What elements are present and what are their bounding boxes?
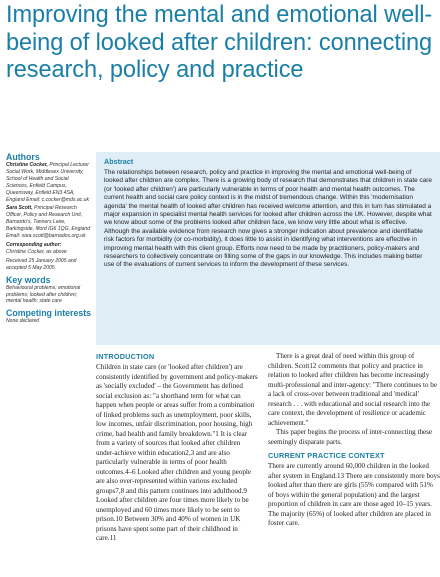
author-2-name: Sara Scott, [6,205,33,212]
article-title: Improving the mental and emotional well-being of looked after children: connecting research, policy and practice [6,2,433,83]
abstract-heading: Abstract [104,157,134,166]
competing-interests-value: None declared [6,318,40,325]
keywords-text: Behavioural problems; emotional problems; looked after children; mental health; state care [6,284,81,305]
abstract-box [96,152,440,345]
author-2-details: Principal Research Officer, Policy and Research Unit, Barnardo's, Tanners Lane, Barkingside, Ilford IG6 1QG, England Email: sara.scott@barnados.org.uk [6,205,91,240]
corresponding-author [6,242,92,256]
current-practice-paragraph: There are currently around 60,000 children in the looked after system in England.13 There are consistently more boys looked after than there are girls (55% compared with 51% of boys within the general population) and the largest proportion of children in care are those aged 10–15 years. The majority (65%) of looked after children are placed in foster care. [268,462,440,527]
author-1 [6,162,92,203]
introduction-paragraph: Children in state care (or 'looked after children') are consistently identified by government and policy-makers as 'socially excluded' – the Government has defined social exclusion as: "a shorthand term for what can happen when people or areas suffer from a combination of linked problems such as unemployment, poor skills, low incomes, unfair discrimination, poor housing, high crime, bad health and family breakdown."1 It is clear from a variety of sources that looked after children under-achieve within education2,3 and are also particularly vulnerable in terms of poor health outcomes.4–6 Looked after children and young people are also over-represented within various excluded groups7,8 and this pattern continues into adulthood.9 Looked after children are four times more likely to be unemployed and 60 times more likely to be sent to prison.10 Between 30% and 40% of women in UK prisons have spent some part of their childhood in care.11 [96,363,258,542]
abstract-text: The relationships between research, policy and practice in improving the mental and emotional well-being of looked after children are complex. There is a growing body of research that demonstrates that children in state care (or 'looked after children') are particularly vulnerable in terms of poor health and mental health outcomes. The current health and social care policy context is in the midst of tremendous change. Within this 'modernisation agenda' the mental health of looked after children has received welcome attention, and this in turn has stimulated a major expansion in specialist mental health services for looked after children across the UK. However, despite what we know about some of the problems looked after children face, we know very little about what is effective. Although the available evidence from research now gives a stronger indication about prevalence and identifiable risk factors for morbidity (or co-morbidity), it does little to assist in identifying what interventions are effective in improving mental health with this client group. Efforts now need to be made by practitioners, policy-makers and researchers to collectively concentrate on filling some of the gaps in our knowledge. This includes making better use of the evaluations of current services to inform the development of these services. [104,169,433,269]
body-column-right [268,352,440,529]
author-1-details: Principal Lecturer Social Work, Middlesex University, School of Health and Social Sciences, Enfield Campus, Queensway, Enfield EN3 4SA, England Email: c.cocker@mdx.ac.uk [6,162,90,203]
body-column-left [96,352,258,544]
introduction-heading: INTRODUCTION [96,352,155,361]
corresponding-author-label: Corresponding author: [6,241,62,248]
received-date: Received 25 January 2005 and accepted 5 May 2005 [6,257,77,271]
authors-heading: Authors [6,152,40,162]
right-paragraph-2: This paper begins the process of inter-connecting these seemingly disparate parts. [268,428,433,446]
author-sidebar [6,152,92,325]
author-2 [6,205,92,240]
corresponding-author-value: Christine Cocker, as above [6,248,67,255]
keywords-heading: Key words [6,274,51,285]
right-paragraph-1: There is a great deal of need within this group of children. Scott12 comments that policy and practice in relation to looked after children has become increasingly multi-professional and inter-agency: "There continues to be a lack of cross-over between traditional and 'medical' research . . . with educational and social research into the care context, the development of resilience or academic achievement." [268,352,438,427]
author-1-name: Christine Cocker, [6,162,48,168]
competing-interests-heading: Competing interests [6,308,92,319]
current-practice-heading: CURRENT PRACTICE CONTEXT [268,451,385,460]
